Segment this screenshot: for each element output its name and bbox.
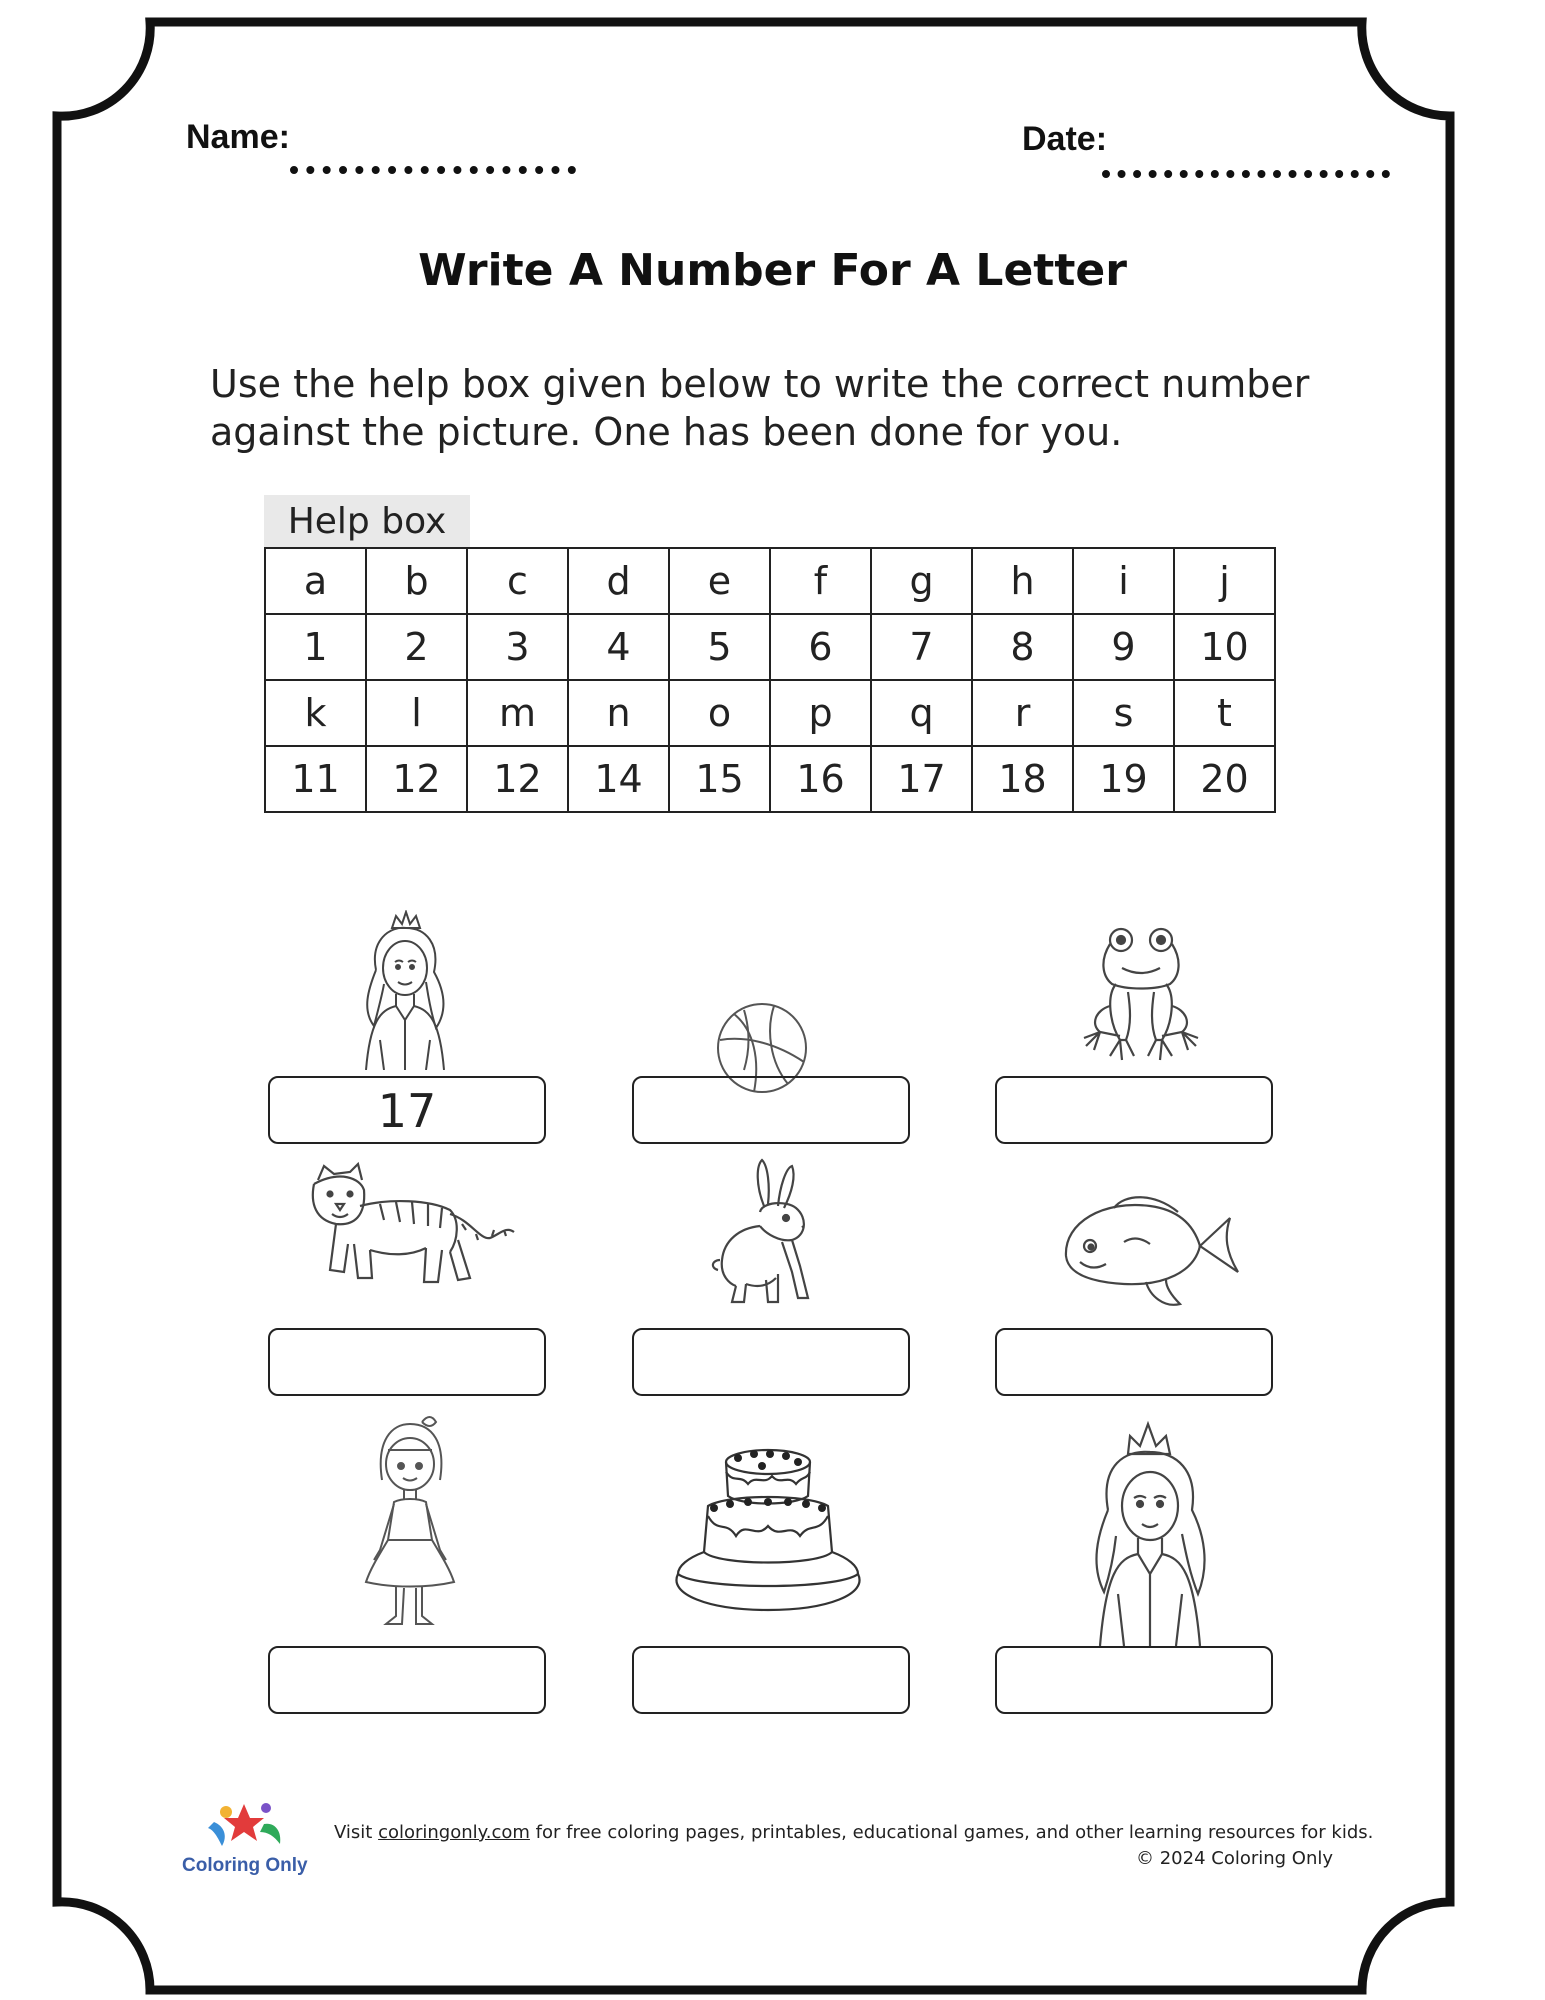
help-cell: 4 <box>568 614 669 680</box>
name-line[interactable] <box>290 166 576 174</box>
queen-icon <box>1070 1414 1230 1646</box>
answer-box[interactable] <box>995 1076 1273 1144</box>
instructions-line-1: Use the help box given below to write the correct number <box>210 362 1310 406</box>
help-cell: 14 <box>568 746 669 812</box>
letters-row-2 <box>265 680 1275 746</box>
answer-box[interactable] <box>632 1646 910 1714</box>
help-cell: 6 <box>770 614 871 680</box>
answer-box[interactable] <box>632 1328 910 1396</box>
help-cell: s <box>1073 680 1174 746</box>
help-cell: a <box>265 548 366 614</box>
help-cell: 10 <box>1174 614 1275 680</box>
answer-box[interactable] <box>632 1076 910 1144</box>
help-cell: b <box>366 548 467 614</box>
numbers-row-2 <box>265 746 1275 812</box>
help-cell: 5 <box>669 614 770 680</box>
help-cell: m <box>467 680 568 746</box>
help-cell: 8 <box>972 614 1073 680</box>
help-cell: f <box>770 548 871 614</box>
help-cell: g <box>871 548 972 614</box>
help-cell: 12 <box>467 746 568 812</box>
help-cell: 11 <box>265 746 366 812</box>
tiger-icon <box>300 1160 522 1310</box>
help-cell: 17 <box>871 746 972 812</box>
letters-row-1 <box>265 548 1275 614</box>
help-cell: l <box>366 680 467 746</box>
help-cell: 2 <box>366 614 467 680</box>
answer-box[interactable] <box>268 1646 546 1714</box>
cake-icon <box>668 1444 868 1614</box>
numbers-row-1 <box>265 614 1275 680</box>
footer-visit-text <box>334 1822 1373 1843</box>
name-label: Name: <box>186 118 290 156</box>
answer-box[interactable] <box>268 1328 546 1396</box>
help-cell: 9 <box>1073 614 1174 680</box>
help-cell: 20 <box>1174 746 1275 812</box>
logo-text: Coloring Only <box>182 1855 308 1876</box>
help-cell: 16 <box>770 746 871 812</box>
help-cell: n <box>568 680 669 746</box>
help-cell: 7 <box>871 614 972 680</box>
answer-box[interactable] <box>995 1646 1273 1714</box>
footer-copyright: © 2024 Coloring Only <box>1136 1848 1334 1869</box>
footer-link[interactable]: coloringonly.com <box>378 1822 530 1843</box>
help-cell: 18 <box>972 746 1073 812</box>
rabbit-icon <box>706 1156 826 1306</box>
help-cell: i <box>1073 548 1174 614</box>
coloring-only-logo-icon <box>204 1800 286 1854</box>
help-box-table <box>264 547 1276 813</box>
help-cell: p <box>770 680 871 746</box>
footer-visit-prefix: Visit <box>334 1822 379 1843</box>
help-cell: t <box>1174 680 1275 746</box>
help-cell: r <box>972 680 1073 746</box>
help-cell: k <box>265 680 366 746</box>
help-cell: 19 <box>1073 746 1174 812</box>
help-cell: e <box>669 548 770 614</box>
help-cell: h <box>972 548 1073 614</box>
help-box-label: Help box <box>264 495 470 548</box>
fish-icon <box>1054 1186 1244 1316</box>
date-line[interactable] <box>1102 170 1390 178</box>
footer-visit-suffix: for free coloring pages, printables, educational games, and other learning resources for kids. <box>529 1822 1374 1843</box>
help-cell: q <box>871 680 972 746</box>
queen-icon <box>340 910 470 1070</box>
help-cell: d <box>568 548 669 614</box>
instructions-line-2: against the picture. One has been done for you. <box>210 410 1123 454</box>
instructions <box>210 360 1410 456</box>
help-cell: 15 <box>669 746 770 812</box>
girl-icon <box>352 1410 468 1630</box>
date-label: Date: <box>1022 120 1108 158</box>
page-title: Write A Number For A Letter <box>418 245 1127 296</box>
help-cell: 12 <box>366 746 467 812</box>
help-cell: c <box>467 548 568 614</box>
answer-box[interactable]: 17 <box>268 1076 546 1144</box>
help-cell: 3 <box>467 614 568 680</box>
answer-box[interactable] <box>995 1328 1273 1396</box>
frog-icon <box>1076 920 1206 1070</box>
help-cell: j <box>1174 548 1275 614</box>
help-cell: o <box>669 680 770 746</box>
help-cell: 1 <box>265 614 366 680</box>
